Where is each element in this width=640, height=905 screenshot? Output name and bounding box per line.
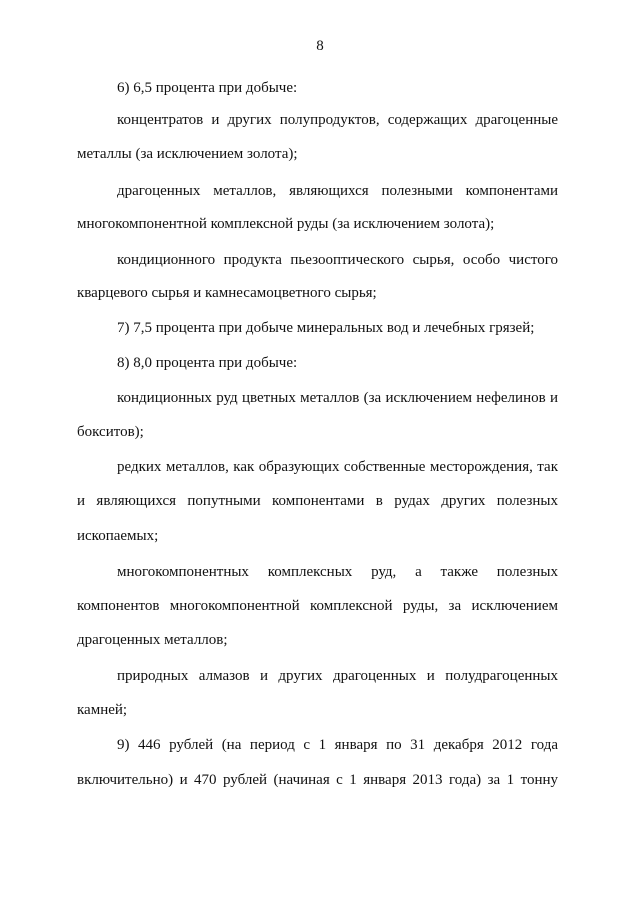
paragraph-line: ископаемых;: [77, 528, 159, 544]
paragraph-line: кварцевого сырья и камнесамоцветного сырья;: [77, 285, 377, 301]
paragraph-line: камней;: [77, 702, 128, 718]
paragraph-line: 7) 7,5 процента при добыче минеральных вод и лечебных грязей;: [117, 320, 535, 336]
paragraph-line: металлы (за исключением золота);: [77, 146, 298, 162]
page-number: 8: [316, 38, 324, 54]
paragraph-line: 9) 446 рублей (на период с 1 января по 31 декабря 2012 года: [117, 737, 558, 753]
paragraph-line: и являющихся попутными компонентами в рудах других полезных: [77, 493, 558, 509]
paragraph-line: многокомпонентной комплексной руды (за исключением золота);: [77, 216, 495, 232]
paragraph-line: включительно) и 470 рублей (начиная с 1 января 2013 года) за 1 тонну: [77, 772, 558, 788]
paragraph-line: природных алмазов и других драгоценных и полудрагоценных: [117, 668, 558, 684]
paragraph-line: драгоценных металлов;: [77, 632, 228, 648]
paragraph-line: кондиционного продукта пьезооптического сырья, особо чистого: [117, 252, 558, 268]
paragraph-line: компонентов многокомпонентной комплексной руды, за исключением: [77, 598, 558, 614]
paragraph-line: кондиционных руд цветных металлов (за исключением нефелинов и: [117, 390, 558, 406]
paragraph-line: многокомпонентных комплексных руд, а также полезных: [117, 564, 558, 580]
paragraph-line: 6) 6,5 процента при добыче:: [117, 80, 298, 96]
paragraph-line: драгоценных металлов, являющихся полезными компонентами: [117, 183, 558, 199]
paragraph-line: редких металлов, как образующих собственные месторождения, так: [117, 459, 558, 475]
paragraph-line: концентратов и других полупродуктов, содержащих драгоценные: [117, 112, 558, 128]
paragraph-line: бокситов);: [77, 424, 144, 440]
paragraph-line: 8) 8,0 процента при добыче:: [117, 355, 298, 371]
